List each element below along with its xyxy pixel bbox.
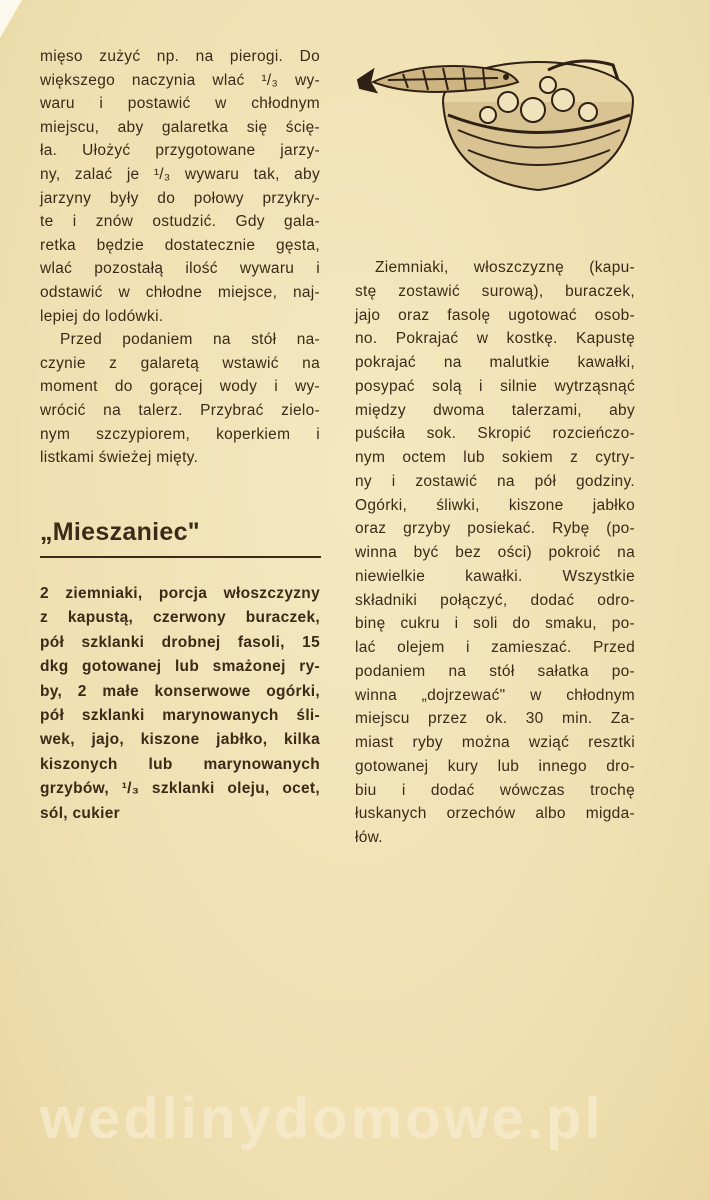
text-line: czynie z galaretą wstawić na [40, 354, 320, 372]
text-line: winna być bez ości) pokroić na [355, 544, 635, 561]
text-line: miast ryby można wziąć resztki [355, 734, 635, 751]
fish-bowl-illustration [348, 40, 648, 200]
text-line: ła. Ułożyć przygotowane jarzy- [40, 142, 320, 160]
text-line: puściła sok. Skropić rozcieńczo- [355, 425, 635, 443]
text-line: moment do gorącej wody i wy- [40, 378, 320, 396]
text-line: łuskanych orzechów albo migda- [355, 805, 635, 823]
text-line: nym szczypiorem, koperkiem i [40, 425, 320, 443]
text-line: Ogórki, śliwki, kiszone jabłko [355, 496, 635, 514]
text-line: sól, cukier [40, 804, 120, 822]
text-line: większego naczynia wlać ¹/₃ wy- [40, 71, 320, 89]
text-line: wrócić na talerz. Przybrać zielo- [40, 401, 320, 419]
text-line: jajo oraz fasolę ugotować osob- [355, 306, 635, 324]
text-line: Przed podaniem na stół na- [60, 331, 320, 349]
text-line: te i znów ostudzić. Gdy gala- [40, 213, 320, 231]
page-corner-fold [0, 0, 22, 38]
text-line: waru i postawić w chłodnym [40, 95, 320, 113]
recipe-title: „Mieszaniec" [40, 518, 200, 546]
text-line: nym octem lub sokiem z cytry- [355, 449, 635, 466]
text-line: z kapustą, czerwony buraczek, [40, 609, 320, 627]
text-line: niewielkie kawałki. Wszystkie [355, 567, 635, 585]
text-line: łów. [355, 829, 383, 846]
text-line: składniki połączyć, dodać odro- [355, 591, 635, 609]
text-line: grzybów, ¹/₃ szklanki oleju, ocet, [40, 780, 320, 798]
text-line: Ziemniaki, włoszczyznę (kapu- [375, 259, 635, 276]
left-column-text [40, 45, 320, 470]
text-line: jarzyny były do połowy przykry- [40, 189, 320, 207]
text-line: miejscu przez ok. 30 min. Za- [355, 710, 635, 728]
text-line: binę cukru i soli do smaku, po- [355, 615, 635, 633]
text-line: lać olejem i zamieszać. Przed [355, 639, 635, 656]
text-line: pół szklanki marynowanych śli- [40, 706, 320, 724]
text-line: pół szklanki drobnej fasoli, 15 [40, 633, 320, 651]
text-line: miejscu, aby galaretka się ścię- [40, 118, 320, 136]
text-line: biu i dodać wówczas trochę [355, 781, 635, 799]
text-line: gotowanej kury lub innego dro- [355, 757, 635, 775]
text-line: ny i zostawić na pół godziny. [355, 472, 635, 490]
text-line: podaniem na stół sałatka po- [355, 662, 635, 680]
ingredients-list [40, 582, 320, 826]
text-line: winna „dojrzewać" w chłodnym [355, 686, 635, 704]
text-line: no. Pokrajać w kostkę. Kapustę [355, 330, 635, 348]
text-line: ny, zalać je ¹/₃ wywaru tak, aby [40, 165, 320, 183]
text-line: mięso zużyć np. na pierogi. Do [40, 48, 320, 65]
text-line: wlać pozostałą ilość wywaru i [40, 260, 320, 278]
text-line: dkg gotowanej lub smażonej ry- [40, 658, 320, 676]
text-line: między dwoma talerzami, aby [355, 401, 635, 419]
instructions-text [355, 256, 635, 850]
text-line: posypać solą i silnie wytrząsnąć [355, 377, 635, 395]
text-line: odstawić w chłodne miejsce, naj- [40, 283, 320, 301]
title-divider [40, 556, 321, 558]
text-line: by, 2 małe konserwowe ogórki, [40, 682, 320, 700]
text-line: retka będzie dostatecznie gęsta, [40, 236, 320, 254]
watermark: wedlinydomowe.pl [40, 1086, 604, 1151]
text-line: lepiej do lodówki. [40, 307, 164, 325]
text-line: stę zostawić surową), buraczek, [355, 282, 635, 300]
text-line: pokrajać na malutkie kawałki, [355, 354, 635, 371]
text-line: listkami świeżej mięty. [40, 449, 199, 467]
text-line: wek, jajo, kiszone jabłko, kilka [40, 731, 320, 749]
text-line: 2 ziemniaki, porcja włoszczyzny [40, 585, 320, 602]
text-line: kiszonych lub marynowanych [40, 755, 320, 773]
text-line: oraz grzyby posiekać. Rybę (po- [355, 520, 635, 538]
